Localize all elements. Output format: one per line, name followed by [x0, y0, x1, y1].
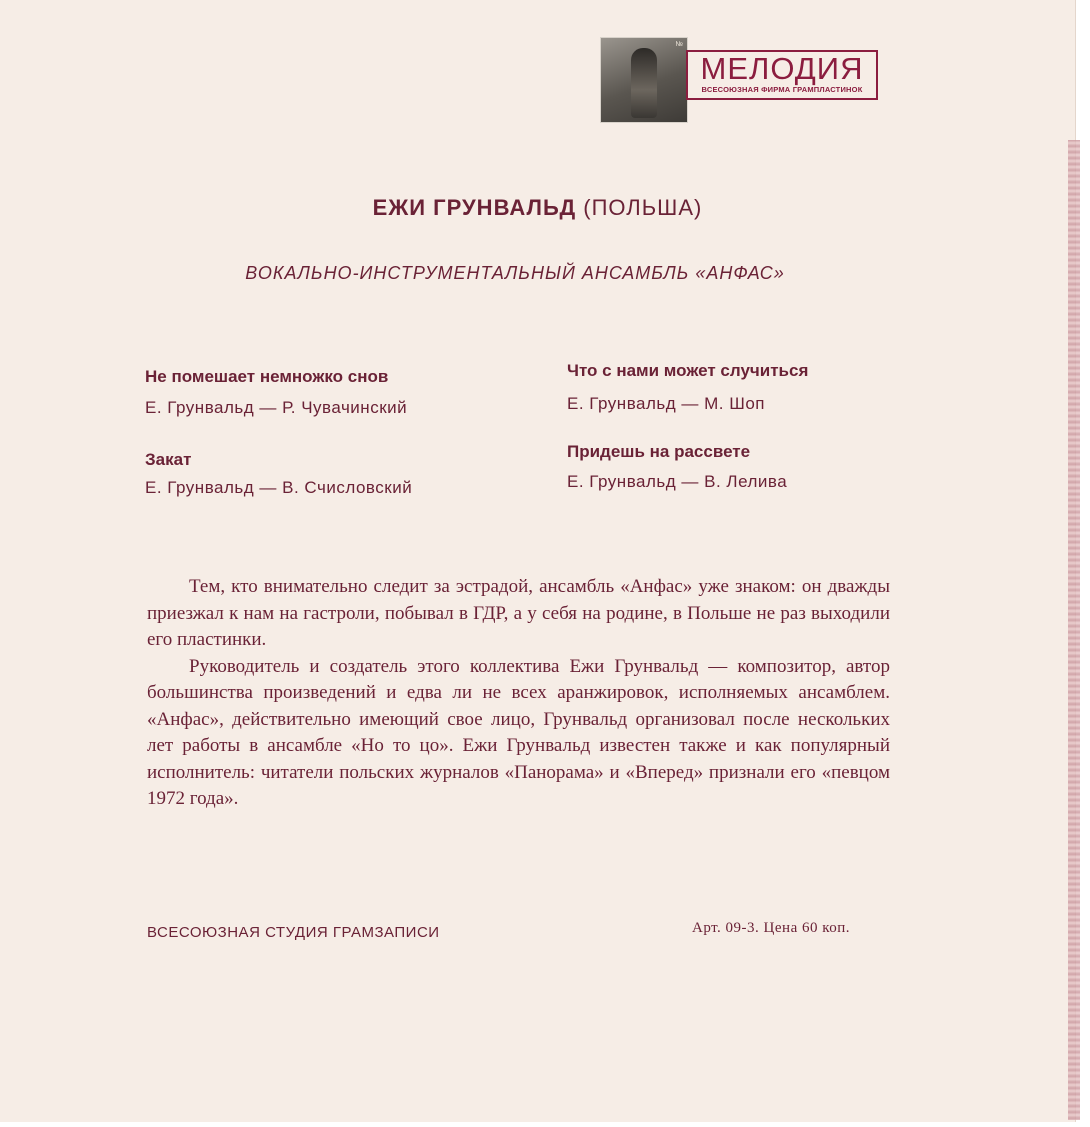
liner-paragraph: Руководитель и создатель этого коллектива Ежи Грунвальд — композитор, автор большинства произведений и едва ли не всех аранжировок, исполняемых ансамблем. «Анфас», действительно имеющий свое лицо, Грунвальд организовал после нескольких лет работы в ансамбле «Но то цо». Ежи Грунвальд известен также и как популярный исполнитель: читатели польских журналов «Панорама» и «Вперед» признали его «певцом 1972 года».	[147, 655, 890, 809]
liner-paragraph: Тем, кто внимательно следит за эстрадой, ансамбль «Анфас» уже знаком: он дважды приезжал к нам на гастроли, побывал в ГДР, а у себя на родине, в Польше не раз выходили его пластинки.	[147, 576, 890, 650]
sleeve-spine-edge	[1068, 140, 1080, 1120]
track-credit: Е. Грунвальд — М. Шоп	[567, 394, 765, 413]
ensemble-subtitle: ВОКАЛЬНО-ИНСТРУМЕНТАЛЬНЫЙ АНСАМБЛЬ «АНФАС»	[245, 263, 785, 283]
logo-subtitle: ВСЕСОЮЗНАЯ ФИРМА ГРАМПЛАСТИНОК	[701, 85, 863, 94]
track-title: Придешь на рассвете	[567, 442, 751, 461]
track-title: Что с нами может случиться	[567, 361, 809, 380]
logo-wordmark: МЕЛОДИЯ	[700, 51, 864, 86]
artist-figure	[631, 48, 657, 118]
track-credit: Е. Грунвальд — В. Счисловский	[145, 478, 413, 497]
artist-heading	[0, 195, 1075, 221]
track-title: Не помешает немножко снов	[145, 367, 389, 386]
artist-name: ЕЖИ ГРУНВАЛЬД	[372, 195, 577, 220]
liner-notes	[147, 574, 890, 813]
artist-photo-thumbnail	[600, 37, 688, 123]
catalog-price: Арт. 09-3. Цена 60 коп.	[692, 920, 851, 936]
studio-credit: ВСЕСОЮЗНАЯ СТУДИЯ ГРАМЗАПИСИ	[147, 924, 440, 941]
track-credit: Е. Грунвальд — В. Лелива	[567, 472, 788, 491]
track-credit: Е. Грунвальд — Р. Чувачинский	[145, 398, 408, 417]
melodiya-logo	[686, 50, 878, 100]
photo-tag-icon: №	[675, 41, 683, 48]
artist-country: (ПОЛЬША)	[583, 195, 703, 220]
track-title: Закат	[145, 450, 192, 469]
